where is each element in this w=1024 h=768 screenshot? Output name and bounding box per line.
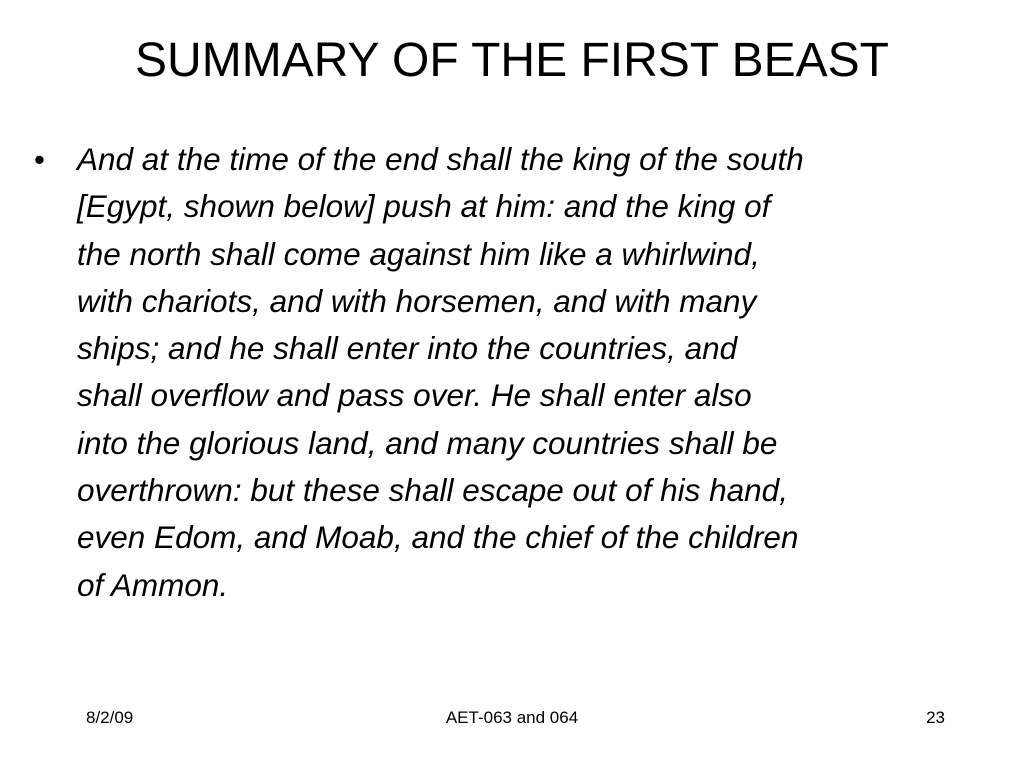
bullet-text-line: with chariots, and with horsemen, and with many xyxy=(77,282,757,319)
bullet-text-line: overthrown: but these shall escape out of his hand, xyxy=(77,472,788,509)
bullet-text-line: of Ammon. xyxy=(77,566,229,603)
bullet-text-line: into the glorious land, and many countries shall be xyxy=(77,424,778,461)
slide-title: SUMMARY OF THE FIRST BEAST xyxy=(135,34,889,87)
bullet-item xyxy=(34,136,1004,609)
bullet-text-line: [Egypt, shown below] push at him: and the king of xyxy=(77,188,771,225)
slide-body xyxy=(34,136,1004,609)
bullet-text-line: the north shall come against him like a whirlwind, xyxy=(77,235,760,272)
bullet-text-line: shall overflow and pass over. He shall enter also xyxy=(77,377,752,414)
bullet-text-line: And at the time of the end shall the king of the south xyxy=(77,141,804,177)
bullet-marker: • xyxy=(34,142,45,177)
bullet-text-line: even Edom, and Moab, and the chief of the children xyxy=(77,519,799,556)
footer-center-text: AET-063 and 064 xyxy=(445,708,579,727)
bullet-text-line: ships; and he shall enter into the countries, and xyxy=(77,330,738,367)
footer-page-number: 23 xyxy=(926,708,945,727)
bullet-text xyxy=(77,136,1004,609)
footer-date: 8/2/09 xyxy=(86,708,134,727)
